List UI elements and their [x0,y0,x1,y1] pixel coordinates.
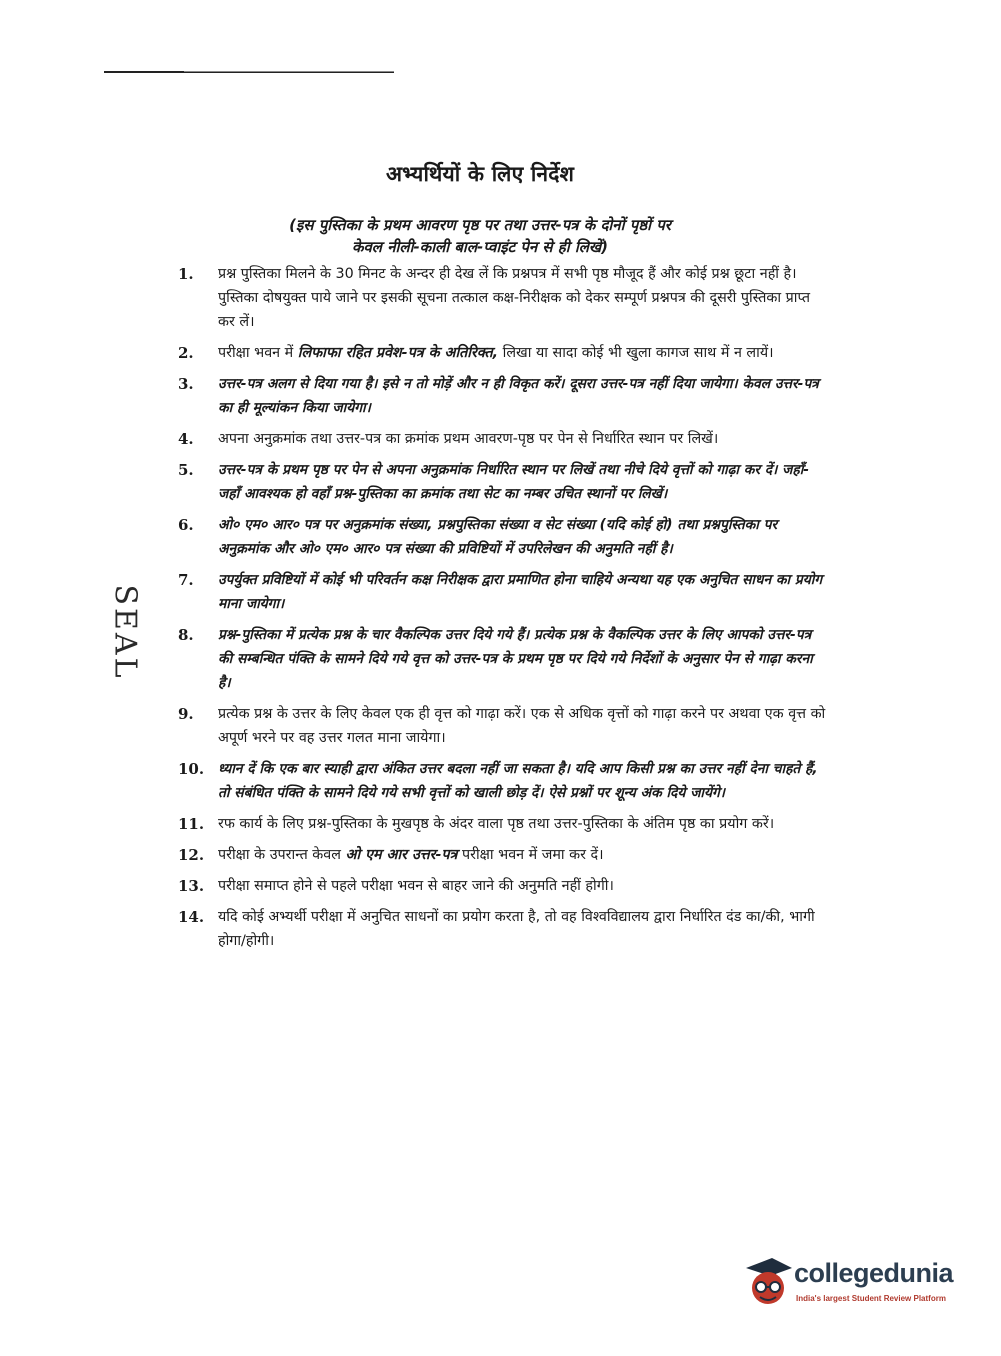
instruction-number: 1. [178,265,194,283]
instruction-number: 13. [178,877,205,895]
instruction-text: परीक्षा भवन में [218,345,298,361]
instruction-text: उत्तर-पत्र के प्रथम पृष्ठ पर पेन से अपना अनुक्रमांक निर्धारित स्थान पर लिखें तथा नीचे दिये वृत्तों को गाढ़ा कर दें। जहाँ-जहाँ आवश्यक हो वहाँ प्रश्न-पुस्तिका का क्रमांक तथा सेट का नम्बर उचित स्थानों पर लिखें। [218,462,810,502]
collegedunia-logo [740,1248,980,1318]
instruction-number: 6. [178,516,194,534]
subtitle-line-1: (इस पुस्तिका के प्रथम आवरण पृष्ठ पर तथा उत्तर-पत्र के दोनों पृष्ठों पर [289,216,671,234]
instruction-item [178,372,828,420]
instruction-emphasis: ओ एम आर उत्तर-पत्र [345,847,458,863]
seal-stamp [109,582,141,682]
instruction-item [178,427,828,451]
instruction-text: प्रश्न पुस्तिका मिलने के 30 मिनट के अन्दर ही देख लें कि प्रश्नपत्र में सभी पृष्ठ मौजूद हैं और कोई प्रश्न छूटा नहीं है। पुस्तिका दोषयुक्त पाये जाने पर इसकी सूचना तत्काल कक्ष-निरीक्षक को देकर सम्पूर्ण प्रश्नपत्र की दूसरी पुस्तिका प्राप्त कर लें। [218,266,810,330]
instruction-text: उपर्युक्त प्रविष्टियों में कोई भी परिवर्तन कक्ष निरीक्षक द्वारा प्रमाणित होना चाहिये अन्यथा यह एक अनुचित साधन का प्रयोग माना जायेगा। [218,572,823,612]
instruction-number: 4. [178,430,194,448]
instruction-text: प्रश्न-पुस्तिका में प्रत्येक प्रश्न के चार वैकल्पिक उत्तर दिये गये हैं। प्रत्येक प्रश्न के वैकल्पिक उत्तर के लिए आपको उत्तर-पत्र की सम्बन्धित पंक्ति के सामने दिये गये वृत्त को उत्तर-पत्र के प्रथम पृष्ठ पर दिये गये निर्देशों के अनुसार पेन से गाढ़ा करना है। [218,627,813,691]
instruction-item [178,905,828,953]
mascot-logo-icon [742,1250,794,1310]
instruction-number: 3. [178,375,194,393]
instruction-text: उत्तर-पत्र अलग से दिया गया है। इसे न तो मोड़ें और न ही विकृत करें। दूसरा उत्तर-पत्र नहीं दिया जायेगा। केवल उत्तर-पत्र का ही मूल्यांकन किया जायेगा। [218,376,819,416]
instruction-item [178,458,828,506]
page-title: अभ्यर्थियों के लिए निर्देश [385,162,575,186]
instruction-item [178,341,828,365]
instruction-item [178,702,828,750]
instruction-text: परीक्षा के उपरान्त केवल [218,847,346,863]
instruction-text: ओ० एम० आर० पत्र पर अनुक्रमांक संख्या, प्रश्नपुस्तिका संख्या व सेट संख्या (यदि कोई हो) तथा प्रश्नपुस्तिका पर अनुक्रमांक और ओ० एम० आर० पत्र संख्या की प्रविष्टियों में उपरिलेखन की अनुमति नहीं है। [218,517,778,557]
instruction-number: 14. [178,908,205,926]
instruction-emphasis: लिफाफा रहित प्रवेश-पत्र के अतिरिक्त, [297,345,499,361]
instruction-number: 5. [178,461,194,479]
top-rule [104,71,394,73]
instruction-item [178,568,828,616]
seal-text: SEAL [107,583,143,681]
instruction-item [178,843,828,867]
instructions-list [178,262,828,960]
instruction-text: रफ कार्य के लिए प्रश्न-पुस्तिका के मुखपृष्ठ के अंदर वाला पृष्ठ तथा उत्तर-पुस्तिका के अंतिम पृष्ठ का प्रयोग करें। [218,816,775,832]
instruction-number: 7. [178,571,194,589]
subtitle-line-2: केवल नीली-काली बाल-प्वाइंट पेन से ही लिखें) [351,238,609,256]
instruction-number: 12. [178,846,205,864]
instruction-number: 10. [178,760,205,778]
instruction-text: ध्यान दें कि एक बार स्याही द्वारा अंकित उत्तर बदला नहीं जा सकता है। यदि आप किसी प्रश्न का उत्तर नहीं देना चाहते हैं, तो संबंधित पंक्ति के सामने दिये गये सभी वृत्तों को खाली छोड़ दें। ऐसे प्रश्नों पर शून्य अंक दिये जायेंगे। [218,761,818,801]
instruction-item [178,874,828,898]
instruction-text: परीक्षा भवन में जमा कर दें। [457,847,604,863]
instruction-item [178,812,828,836]
instruction-text: प्रत्येक प्रश्न के उत्तर के लिए केवल एक ही वृत्त को गाढ़ा करें। एक से अधिक वृत्तों को गाढ़ा करने पर अथवा एक वृत्त को अपूर्ण भरने पर वह उत्तर गलत माना जायेगा। [218,706,826,746]
instruction-text: यदि कोई अभ्यर्थी परीक्षा में अनुचित साधनों का प्रयोग करता है, तो वह विश्वविद्यालय द्वारा निर्धारित दंड का/की, भागी होगा/होगी। [218,909,815,949]
instruction-text: अपना अनुक्रमांक तथा उत्तर-पत्र का क्रमांक प्रथम आवरण-पृष्ठ पर पेन से निर्धारित स्थान पर लिखें। [218,431,719,447]
instruction-text: परीक्षा समाप्त होने से पहले परीक्षा भवन से बाहर जाने की अनुमति नहीं होगी। [218,878,614,894]
instruction-number: 8. [178,626,194,644]
instruction-item [178,757,828,805]
instruction-item [178,513,828,561]
instruction-number: 11. [178,815,205,833]
instruction-number: 2. [178,344,194,362]
instruction-item [178,262,828,334]
page-subtitle [210,214,750,258]
instruction-text: लिखा या सादा कोई भी खुला कागज साथ में न लायें। [498,345,774,361]
brand-tagline: India's largest Student Review Platform [796,1294,946,1303]
instruction-number: 9. [178,705,194,723]
instruction-item [178,623,828,695]
brand-name: collegedunia [794,1258,954,1288]
